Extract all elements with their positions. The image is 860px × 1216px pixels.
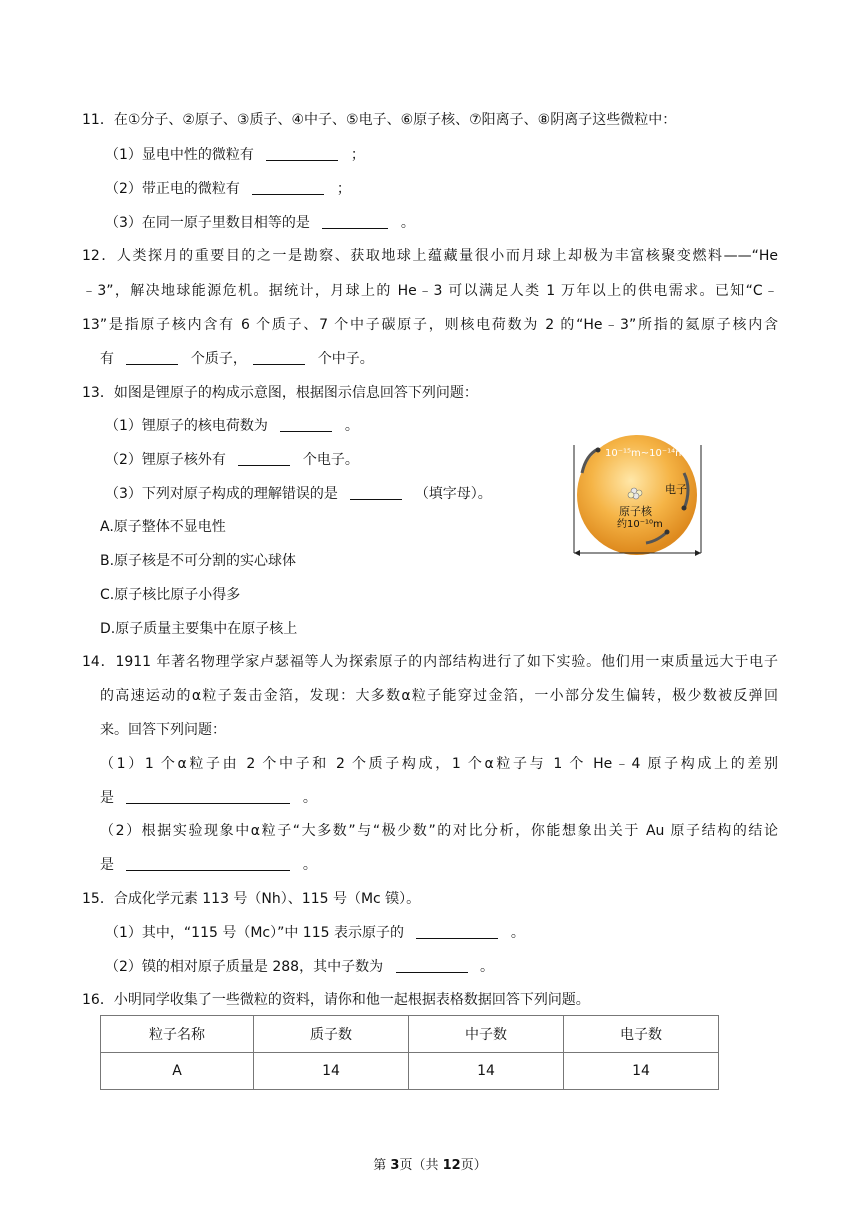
q12-line4-mid: 个质子， — [190, 351, 247, 367]
table-header-cell: 粒子名称 — [101, 1016, 254, 1053]
q13-part2 — [105, 450, 359, 470]
table-header-cell: 中子数 — [408, 1016, 563, 1053]
footer-middle: 页（共 — [399, 1158, 443, 1173]
q15-part2-end: 。 — [479, 959, 494, 975]
answer-blank[interactable] — [396, 958, 468, 973]
q12-line1: 12．人类探月的重要目的之一是勘察、获取地球上蕴藏量很小而月球上却极为丰富核聚变燃料——“He — [82, 248, 778, 264]
particle-table — [100, 1015, 719, 1090]
q13-part2-text: （2）锂原子核外有 — [105, 452, 226, 468]
q11-part2-text: （2）带正电的微粒有 — [105, 181, 240, 197]
table-cell: A — [101, 1053, 254, 1090]
answer-blank[interactable] — [238, 451, 290, 466]
q13-part1-end: 。 — [344, 418, 359, 434]
q13-stem: 13．如图是锂原子的构成示意图，根据图示信息回答下列问题： — [82, 385, 478, 401]
q15-part1-end: 。 — [510, 925, 525, 941]
q12-line4-start: 有 — [100, 351, 114, 367]
table-header-cell: 质子数 — [253, 1016, 408, 1053]
q12-line4 — [100, 349, 374, 369]
electron-dot — [682, 506, 687, 511]
table-row — [101, 1053, 719, 1090]
answer-blank[interactable] — [322, 214, 388, 229]
q11-part1-text: （1）显电中性的微粒有 — [105, 147, 254, 163]
table-header-cell: 电子数 — [563, 1016, 718, 1053]
q13-part3-text: （3）下列对原子构成的理解错误的是 — [105, 486, 338, 502]
nucleon — [628, 492, 634, 498]
answer-blank[interactable] — [126, 856, 290, 871]
q14-line3: 来。回答下列问题： — [100, 722, 226, 738]
q13-option-a: A.原子整体不显电性 — [100, 519, 226, 535]
q12-line2: ﹣3”，解决地球能源危机。据统计，月球上的 He﹣3 可以满足人类 1 万年以上的供电需求。已知“C﹣ — [82, 283, 778, 299]
q13-part2-end: 个电子。 — [302, 452, 359, 468]
q14-line2: 的高速运动的α粒子轰击金箔，发现：大多数α粒子能穿过金箔，一小部分发生偏转，极少数被反弹回 — [100, 688, 778, 704]
electron-label: 电子 — [665, 483, 687, 496]
q11-part3-end: 。 — [400, 215, 415, 231]
answer-blank[interactable] — [253, 350, 305, 365]
footer-suffix: 页） — [460, 1158, 487, 1173]
q14-line1: 14．1911 年著名物理学家卢瑟福等人为探索原子的内部结构进行了如下实验。他们用一束质量远大于电子 — [82, 654, 778, 670]
q11-part1 — [105, 145, 365, 165]
q14-part2-line1: （2）根据实验现象中α粒子“大多数”与“极少数”的对比分析，你能想象出关于 Au 原子结构的结论 — [100, 823, 778, 839]
answer-blank[interactable] — [416, 924, 498, 939]
q11-part3-text: （3）在同一原子里数目相等的是 — [105, 215, 310, 231]
q15-part2 — [105, 957, 494, 977]
q15-part2-text: （2）镆的相对原子质量是 288，其中子数为 — [105, 959, 384, 975]
answer-blank[interactable] — [252, 180, 324, 195]
q11-part2 — [105, 179, 351, 199]
q14-part1-start: 是 — [100, 790, 114, 806]
nucleus-size-label: 10⁻¹⁵m~10⁻¹⁴m — [605, 448, 685, 459]
table-cell: 14 — [253, 1053, 408, 1090]
q15-stem: 15．合成化学元素 113 号（Nh）、115 号（Mc 镆）。 — [82, 891, 421, 907]
table-header-row — [101, 1016, 719, 1053]
atom-size-label: 约10⁻¹⁰m — [617, 519, 663, 530]
table-cell: 14 — [408, 1053, 563, 1090]
page-number: 3 — [390, 1158, 400, 1173]
q14-part1-line1: （1）1 个α粒子由 2 个中子和 2 个质子构成，1 个α粒子与 1 个 He﹣4 原子构成上的差别 — [100, 756, 778, 772]
q12-line3: 13”是指原子核内含有 6 个质子、7 个中子碳原子，则核电荷数为 2 的“He﹣3”所指的氦原子核内含 — [82, 317, 778, 333]
answer-blank[interactable] — [126, 350, 178, 365]
q15-part1-text: （1）其中，“115 号（Mc）”中 115 表示原子的 — [105, 925, 404, 941]
q14-part2-line2 — [100, 855, 317, 875]
answer-blank[interactable] — [350, 485, 402, 500]
q13-option-b: B.原子核是不可分割的实心球体 — [100, 553, 297, 569]
page-footer — [0, 1154, 860, 1173]
q13-part3-end: （填字母）。 — [414, 486, 492, 502]
q11-part1-end: ； — [350, 147, 365, 163]
q12-line4-end: 个中子。 — [317, 351, 374, 367]
arrow-head-left — [574, 550, 580, 556]
q13-part1-text: （1）锂原子的核电荷数为 — [105, 418, 268, 434]
q13-option-c: C.原子核比原子小得多 — [100, 587, 241, 603]
q14-part2-end: 。 — [302, 857, 317, 873]
q13-part1 — [105, 416, 359, 436]
answer-blank[interactable] — [126, 789, 290, 804]
q13-option-d: D.原子质量主要集中在原子核上 — [100, 621, 298, 637]
table-cell: 14 — [563, 1053, 718, 1090]
q16-stem: 16．小明同学收集了一些微粒的资料，请你和他一起根据表格数据回答下列问题。 — [82, 992, 590, 1008]
q14-part1-line2 — [100, 788, 317, 808]
q14-part1-end: 。 — [302, 790, 317, 806]
total-pages: 12 — [442, 1158, 461, 1173]
q11-stem: 11．在①分子、②原子、③质子、④中子、⑤电子、⑥原子核、⑦阳离子、⑧阴离子这些微粒中： — [82, 112, 677, 128]
q15-part1 — [105, 923, 525, 943]
electron-dot — [665, 530, 670, 535]
answer-blank[interactable] — [266, 146, 338, 161]
q13-part3 — [105, 484, 492, 504]
footer-prefix: 第 — [373, 1158, 391, 1173]
q11-part3 — [105, 213, 415, 233]
electron-dot — [596, 448, 601, 453]
arrow-head-right — [695, 550, 701, 556]
q11-part2-end: ； — [336, 181, 351, 197]
answer-blank[interactable] — [280, 417, 332, 432]
q14-part2-start: 是 — [100, 857, 114, 873]
nucleus-label: 原子核 — [619, 505, 652, 518]
